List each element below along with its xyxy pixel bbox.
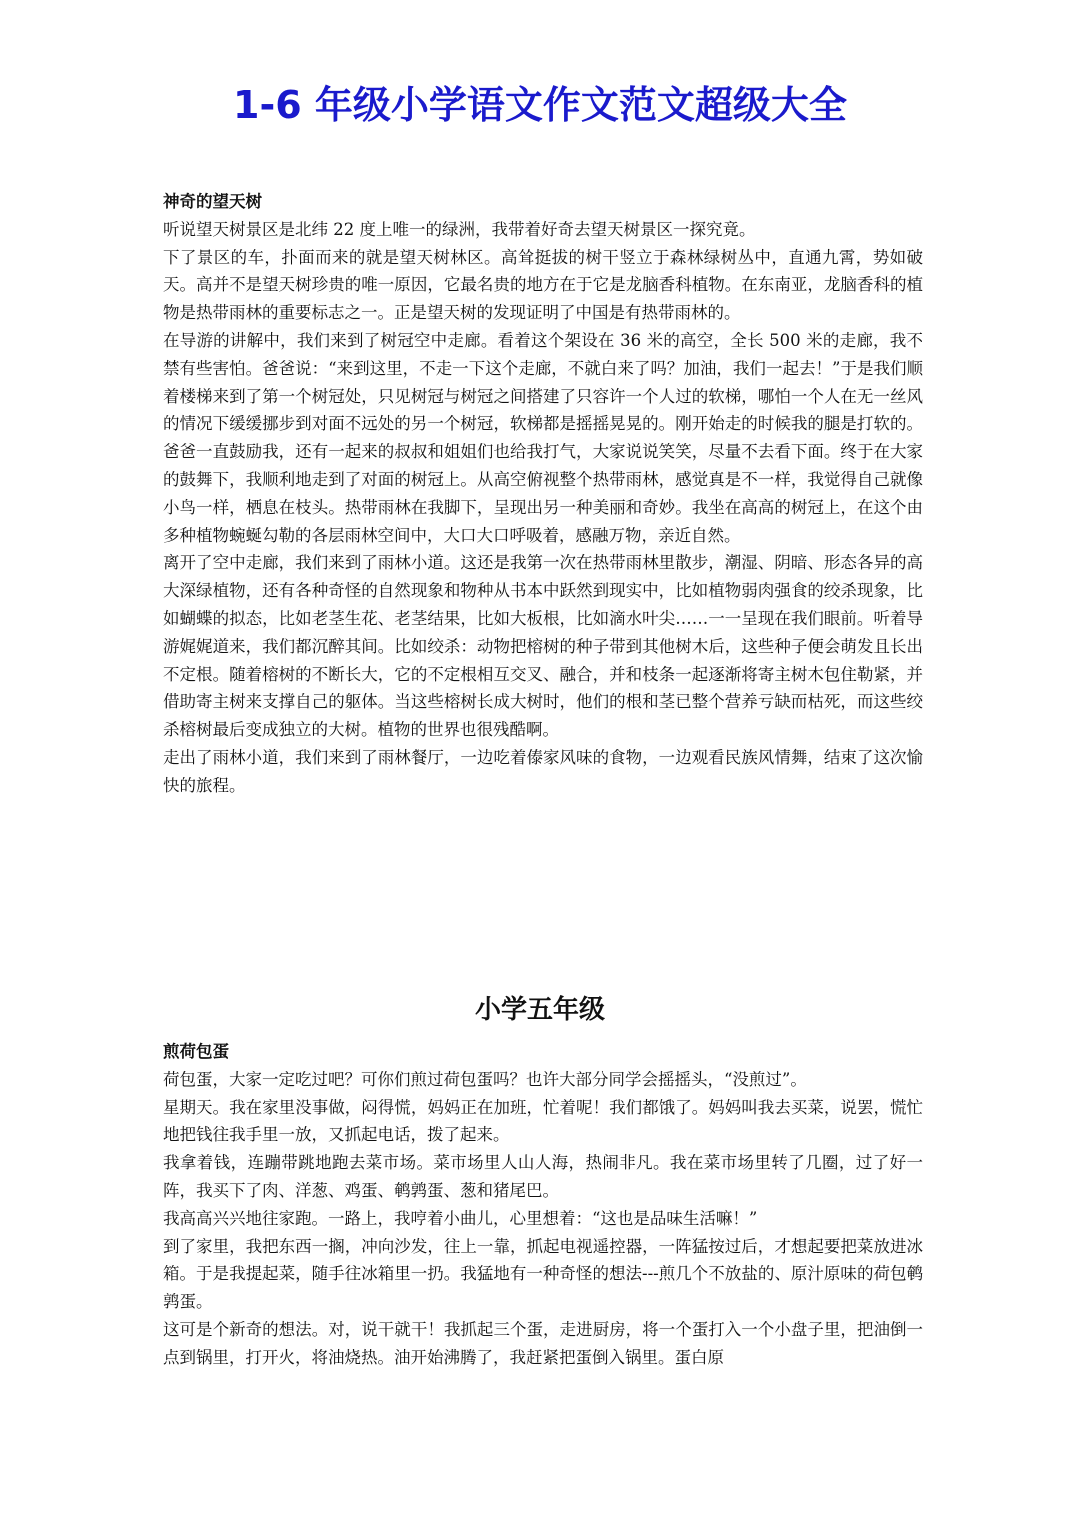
paragraph: 离开了空中走廊，我们来到了雨林小道。这还是我第一次在热带雨林里散步，潮湿、阴暗、形态各异的高大深绿植物，还有各种奇怪的自然现象和物种从书本中跃然到现实中，比如植物弱肉强食的绞杀现象，比如蝴蝶的拟态，比如老茎生花、老茎结果，比如大板根，比如滴水叶尖……一一呈现在我们眼前。听着导游娓娓道来，我们都沉醉其间。比如绞杀：动物把榕树的种子带到其他树木后，这些种子便会萌发且长出不定根。随着榕树的不断长大，它的不定根相互交叉、融合，并和枝条一起逐渐将寄主树木包住勒紧，并借助寄主树来支撑自己的躯体。当这些榕树长成大树时，他们的根和茎已整个营养亏缺而枯死，而这些绞杀榕树最后变成独立的大树。植物的世界也很残酷啊。: [163, 553, 923, 740]
paragraph: 荷包蛋，大家一定吃过吧？可你们煎过荷包蛋吗？也许大部分同学会摇摇头，“没煎过”。: [163, 1069, 807, 1089]
paragraph: 走出了雨林小道，我们来到了雨林餐厅，一边吃着傣家风味的食物，一边观看民族风情舞，结束了这次愉快的旅程。: [163, 747, 923, 795]
article-title: 煎荷包蛋: [163, 1042, 229, 1061]
paragraph: 我拿着钱，连蹦带跳地跑去菜市场。菜市场里人山人海，热闹非凡。我在菜市场里转了几圈，过了好一阵，我买下了肉、洋葱、鸡蛋、鹌鹑蛋、葱和猪尾巴。: [163, 1153, 923, 1200]
paragraph: 到了家里，我把东西一搁，冲向沙发，往上一靠，抓起电视遥控器，一阵猛按过后，才想起要把菜放进冰箱。于是我提起菜，随手往冰箱里一扔。我猛地有一种奇怪的想法---煎几个不放盐的、原汁原味的荷包鹌鹑蛋。: [163, 1236, 923, 1312]
paragraph: 听说望天树景区是北纬 22 度上唯一的绿洲，我带着好奇去望天树景区一探究竟。: [163, 219, 756, 239]
paragraph: 我高高兴兴地往家跑。一路上，我哼着小曲儿，心里想着：“这也是品味生活嘛！”: [163, 1208, 758, 1228]
article-fried-egg: [163, 1038, 923, 1372]
article-title: 神奇的望天树: [163, 192, 262, 211]
paragraph: 这可是个新奇的想法。对，说干就干！我抓起三个蛋，走进厨房，将一个蛋打入一个小盘子里，把油倒一点到锅里，打开火，将油烧热。油开始沸腾了，我赶紧把蛋倒入锅里。蛋白原: [163, 1319, 923, 1367]
paragraph: 星期天。我在家里没事做，闷得慌，妈妈正在加班，忙着呢！我们都饿了。妈妈叫我去买菜，说罢，慌忙地把钱往我手里一放，又抓起电话，拨了起来。: [163, 1097, 923, 1145]
article-wangtianshu: [163, 188, 923, 800]
grade-section-heading: 小学五年级: [474, 995, 605, 1025]
paragraph: 下了景区的车，扑面而来的就是望天树林区。高耸挺拔的树干竖立于森林绿树丛中，直通九霄，势如破天。高并不是望天树珍贵的唯一原因，它最名贵的地方在于它是龙脑香科植物。在东南亚，龙脑香科的植物是热带雨林的重要标志之一。正是望天树的发现证明了中国是有热带雨林的。: [163, 247, 923, 323]
document-title: 1-6 年级小学语文作文范文超级大全: [233, 83, 847, 127]
paragraph: 在导游的讲解中，我们来到了树冠空中走廊。看着这个架设在 36 米的高空，全长 500 米的走廊，我不禁有些害怕。爸爸说：“来到这里，不走一下这个走廊，不就白来了吗？加油，我们一起去！”于是我们顺着楼梯来到了第一个树冠处，只见树冠与树冠之间搭建了只容许一个人过的软梯，哪怕一个人在无一丝风的情况下缓缓挪步到对面不远处的另一个树冠，软梯都是摇摇晃晃的。刚开始走的时候我的腿是打软的。爸爸一直鼓励我，还有一起来的叔叔和姐姐们也给我打气，大家说说笑笑，尽量不去看下面。终于在大家的鼓舞下，我顺利地走到了对面的树冠上。从高空俯视整个热带雨林，感觉真是不一样，我觉得自己就像小鸟一样，栖息在枝头。热带雨林在我脚下，呈现出另一种美丽和奇妙。我坐在高高的树冠上，在这个由多种植物蜿蜒勾勒的各层雨林空间中，大口大口呼吸着，感融万物，亲近自然。: [163, 330, 923, 545]
